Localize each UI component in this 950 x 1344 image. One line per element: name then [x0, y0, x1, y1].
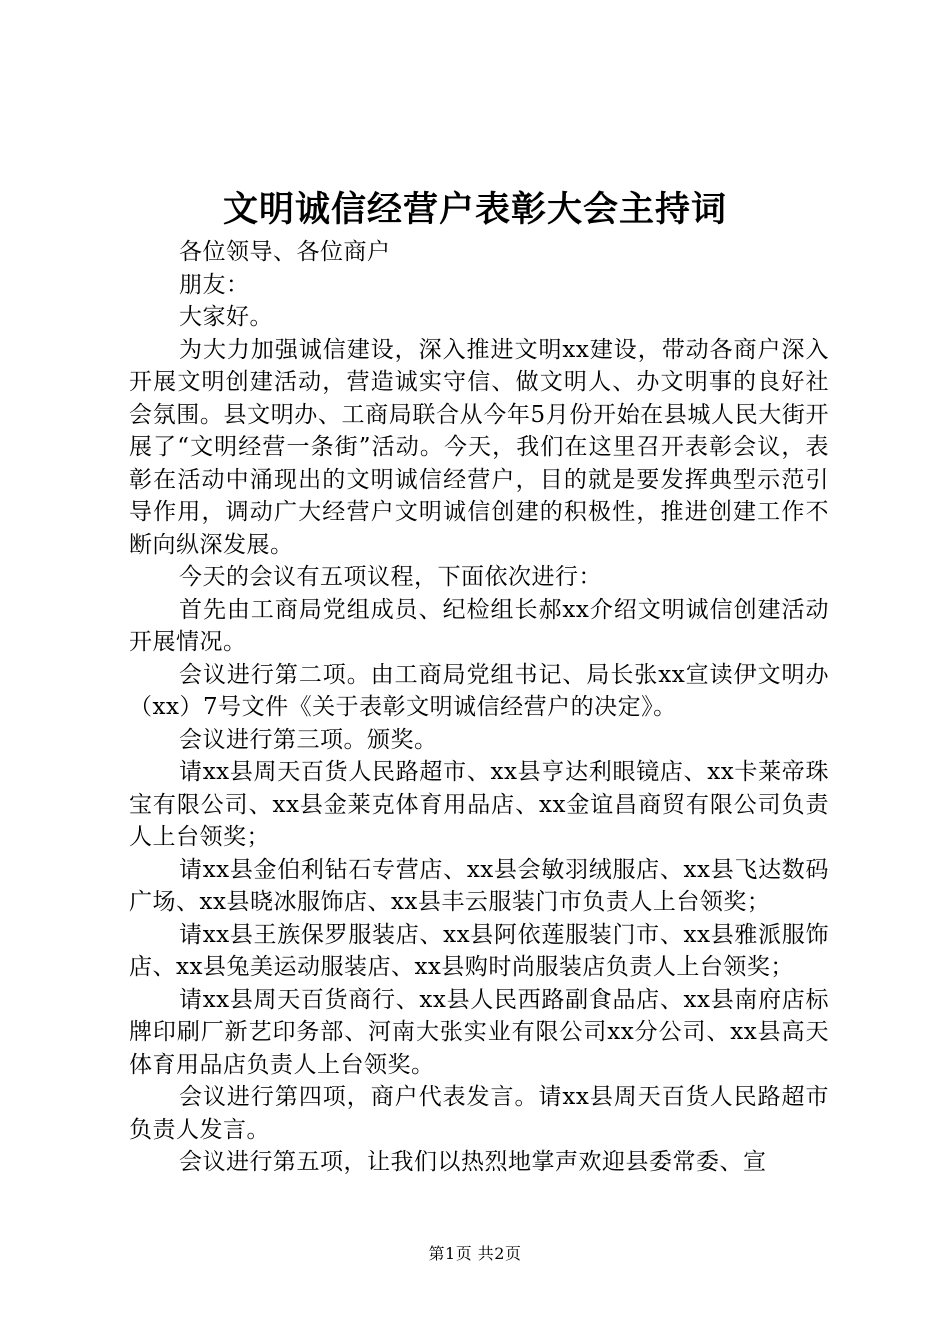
salutation-line: 朋友：: [179, 271, 250, 298]
award-list-paragraph: 请xx县金伯利钻石专营店、xx县会敏羽绒服店、xx县飞达数码广场、xx县晓冰服饰店、xx县丰云服装门市负责人上台领奖；: [129, 856, 829, 915]
award-list-paragraph: 请xx县周天百货人民路超市、xx县亨达利眼镜店、xx卡莱帝珠宝有限公司、xx县金莱克体育用品店、xx金谊昌商贸有限公司负责人上台领奖；: [129, 759, 829, 850]
page-number-footer: 第1页 共2页: [428, 1244, 522, 1263]
body-paragraph: 今天的会议有五项议程，下面依次进行：: [179, 564, 602, 590]
salutation-line: 各位领导、各位商户: [179, 239, 391, 265]
body-paragraph: 会议进行第五项，让我们以热烈地掌声欢迎县委常委、宣: [179, 1149, 767, 1175]
body-paragraph: 首先由工商局党组成员、纪检组长郝xx介绍文明诚信创建活动开展情况。: [129, 596, 829, 655]
greeting-line: 大家好。: [179, 304, 273, 330]
body-paragraph: 为大力加强诚信建设，深入推进文明xx建设，带动各商户深入开展文明创建活动，营造诚实守信、做文明人、办文明事的良好社会氛围。县文明办、工商局联合从今年5月份开始在县城人民大街开展了“文明经营一条街”活动。今天，我们在这里召开表彰会议，表彰在活动中涌现出的文明诚信经营户，目的就是要发挥典型示范引导作用，调动广大经营户文明诚信创建的积极性，推进创建工作不断向纵深发展。: [129, 336, 829, 558]
body-paragraph: 会议进行第二项。由工商局党组书记、局长张xx宣读伊文明办（xx）7号文件《关于表彰文明诚信经营户的决定》。: [129, 661, 829, 720]
body-paragraph: 会议进行第四项，商户代表发言。请xx县周天百货人民路超市负责人发言。: [129, 1084, 829, 1143]
award-list-paragraph: 请xx县王族保罗服装店、xx县阿依莲服装门市、xx县雅派服饰店、xx县兔美运动服装店、xx县购时尚服装店负责人上台领奖；: [129, 921, 829, 980]
document-title: 文明诚信经营户表彰大会主持词: [222, 189, 727, 230]
body-paragraph: 会议进行第三项。颁奖。: [179, 726, 438, 753]
document-body: [129, 236, 829, 1179]
award-list-paragraph: 请xx县周天百货商行、xx县人民西路副食品店、xx县南府店标牌印刷厂新艺印务部、河南大张实业有限公司xx分公司、xx县高天体育用品店负责人上台领奖。: [129, 986, 829, 1078]
